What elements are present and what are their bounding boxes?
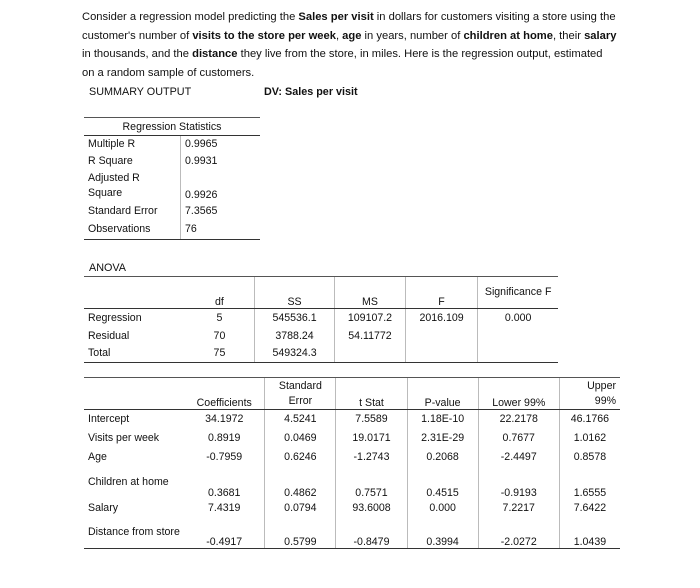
- coef-cell: 0.7571: [336, 467, 407, 499]
- anova-cell: 3788.24: [254, 327, 334, 345]
- anova-cell: 5: [216, 311, 223, 324]
- anova-cell: [405, 327, 478, 345]
- anova-cell: [405, 345, 478, 363]
- bold-salary: salary: [584, 29, 617, 42]
- coef-cell: 0.6246: [265, 448, 336, 467]
- regression-statistics-table: [84, 117, 260, 240]
- coef-header-lower-99: Lower 99%: [478, 378, 559, 410]
- anova-header-blank: [84, 277, 185, 309]
- coefficients-table: [84, 377, 620, 549]
- anova-cell: [335, 345, 406, 363]
- coef-cell: 0.0794: [265, 499, 336, 517]
- regression-statistics-title: Regression Statistics: [84, 118, 260, 136]
- coef-cell: 7.5589: [336, 410, 407, 429]
- anova-cell: [478, 345, 558, 363]
- coef-cell: 0.000: [407, 499, 478, 517]
- coef-cell: -2.4497: [478, 448, 559, 467]
- coef-row-label: Distance from store: [84, 517, 184, 549]
- stat-value: 76: [181, 220, 261, 240]
- coef-cell: -2.0272: [478, 517, 559, 549]
- anova-header-ss: SS: [254, 277, 334, 309]
- anova-row-label: Residual: [88, 329, 130, 342]
- coef-cell: 19.0171: [336, 429, 407, 448]
- coef-cell: 4.5241: [265, 410, 336, 429]
- coef-cell: 46.1766: [559, 410, 620, 429]
- anova-header-ms: MS: [335, 277, 406, 309]
- coef-header-standard-error: Standard Error: [265, 378, 336, 410]
- coef-cell: -0.7959: [206, 451, 243, 463]
- stat-label: Adjusted R Square: [88, 171, 140, 199]
- coef-header-p-value: P-value: [407, 378, 478, 410]
- stat-label: Standard Error: [88, 204, 158, 217]
- anova-row-label: Regression: [88, 311, 142, 324]
- stat-label: Multiple R: [88, 138, 136, 151]
- anova-header-significance-f: Significance F: [478, 277, 558, 309]
- coef-cell: 0.3994: [407, 517, 478, 549]
- anova-header-df: df: [185, 277, 254, 309]
- anova-cell: 2016.109: [405, 309, 478, 327]
- coef-header-coefficients: Coefficients: [184, 378, 265, 410]
- coef-row-label: Children at home: [88, 476, 169, 488]
- bold-distance: distance: [192, 48, 238, 61]
- coef-cell: 0.8578: [559, 448, 620, 467]
- coef-cell: 0.4515: [407, 467, 478, 499]
- stat-label: Observations: [84, 220, 181, 240]
- coef-cell: -0.4917: [184, 517, 265, 549]
- bold-children: children at home: [463, 29, 553, 42]
- coef-cell: 0.4862: [265, 467, 336, 499]
- coef-cell: 1.0162: [559, 429, 620, 448]
- stat-label: R Square: [88, 155, 133, 167]
- anova-row-label: Total: [84, 345, 185, 363]
- anova-cell: 109107.2: [335, 309, 406, 327]
- anova-cell: 70: [213, 329, 226, 342]
- coef-row-label: Intercept: [88, 413, 130, 426]
- anova-cell: 54.11772: [335, 327, 406, 345]
- bold-visits: visits to the store per week: [192, 29, 336, 42]
- coef-cell: 0.5799: [265, 517, 336, 549]
- coef-row-label: Visits per week: [88, 432, 160, 444]
- coef-cell: 0.0469: [265, 429, 336, 448]
- stat-value: 0.9931: [181, 153, 261, 170]
- coef-cell: 0.8919: [208, 432, 241, 444]
- anova-table: [84, 276, 558, 363]
- anova-cell: 549324.3: [254, 345, 334, 363]
- anova-header-f: F: [405, 277, 478, 309]
- anova-cell: 0.000: [478, 309, 558, 327]
- coef-cell: 93.6008: [336, 499, 407, 517]
- coef-row-label: Salary: [88, 501, 119, 514]
- stat-value: 7.3565: [181, 202, 261, 220]
- bold-sales-per-visit: Sales per visit: [298, 11, 374, 23]
- coef-cell: 1.18E-10: [407, 410, 478, 429]
- coef-header-t-stat: t Stat: [336, 378, 407, 410]
- coef-cell: 0.3681: [208, 486, 241, 499]
- dependent-variable-label: DV: Sales per visit: [264, 86, 358, 98]
- coef-header-blank: [84, 378, 184, 410]
- coef-cell: 1.6555: [559, 467, 620, 499]
- coef-cell: 22.2178: [478, 410, 559, 429]
- summary-output-label: SUMMARY OUTPUT: [89, 86, 192, 98]
- coef-cell: 0.2068: [407, 448, 478, 467]
- coef-cell: 7.4319: [208, 501, 241, 514]
- coef-cell: -0.8479: [336, 517, 407, 549]
- coef-cell: 1.0439: [559, 517, 620, 549]
- anova-cell: 75: [185, 345, 254, 363]
- anova-cell: [478, 327, 558, 345]
- coef-cell: 7.2217: [478, 499, 559, 517]
- coef-cell: -0.9193: [478, 467, 559, 499]
- stat-value: 0.9926: [181, 170, 261, 202]
- coef-row-label: Age: [88, 451, 107, 463]
- coef-cell: -1.2743: [336, 448, 407, 467]
- coef-cell: 7.6422: [559, 499, 620, 517]
- question-text: Consider a regression model predicting the Sales per visit in dollars for customers visiting a store using the customer's number of visits to the store per week, age in years, number of children at home, their salary in thousands, and the distance they live from the store, in miles. Here is the regression output, estimated on a random sample of customers.: [82, 11, 617, 79]
- coef-cell: 34.1972: [205, 413, 244, 426]
- coef-cell: 0.7677: [478, 429, 559, 448]
- coef-header-upper-99: Upper 99%: [559, 378, 620, 410]
- coef-cell: 2.31E-29: [407, 429, 478, 448]
- anova-cell: 545536.1: [254, 309, 334, 327]
- stat-value: 0.9965: [181, 136, 261, 153]
- bold-age: age: [342, 29, 362, 42]
- anova-label: ANOVA: [89, 262, 126, 274]
